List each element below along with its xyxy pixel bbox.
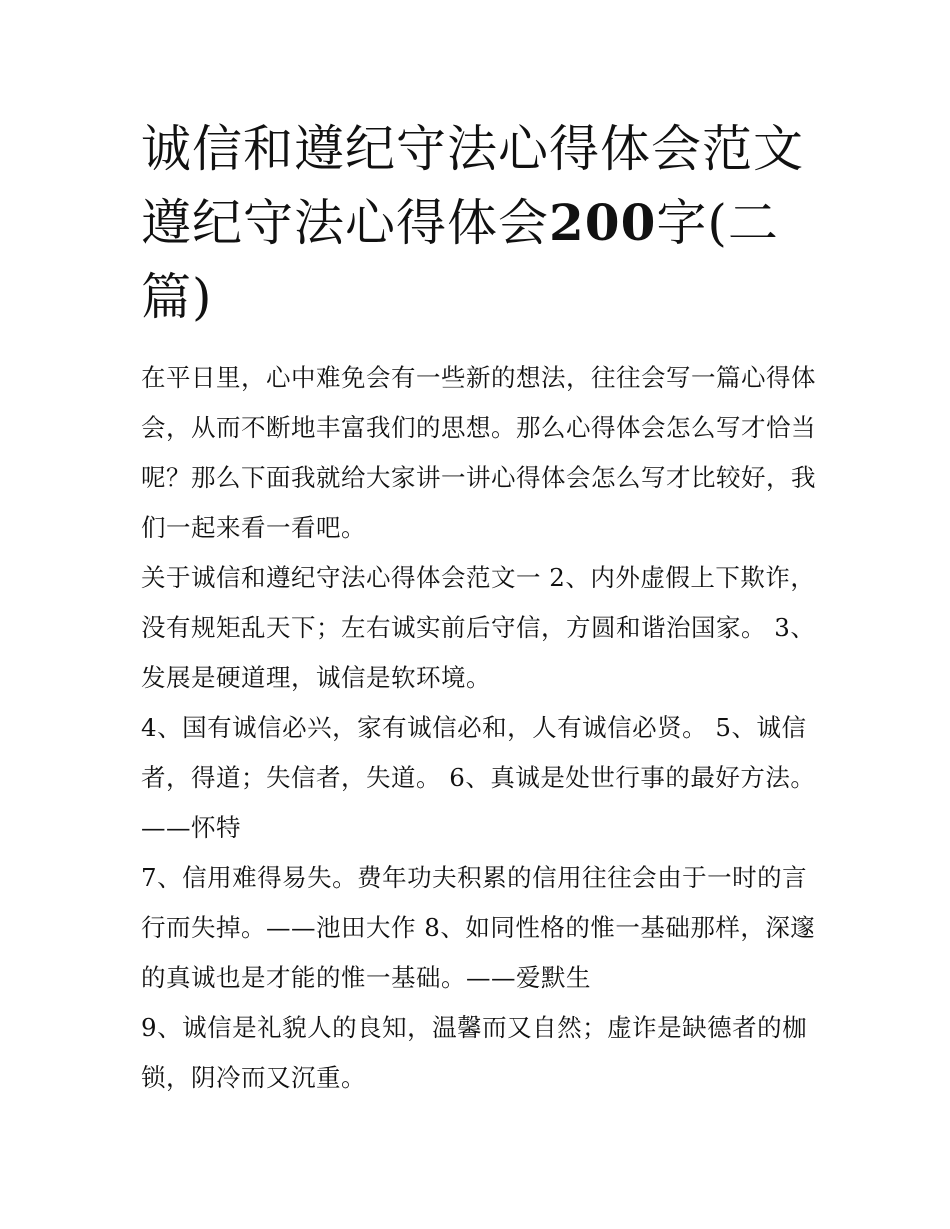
paragraph-quotes-4: 9、诚信是礼貌人的良知，温馨而又自然；虚诈是缺德者的枷锁，阴冷而又沉重。 [141,1013,808,1092]
document-title [141,112,821,334]
paragraph-intro: 在平日里，心中难免会有一些新的想法，往往会写一篇心得体会，从而不断地丰富我们的思想。那么心得体会怎么写才恰当呢？那么下面我就给大家讲一讲心得体会怎么写才比较好，我们一起来看一看吧。 [141,363,816,542]
paragraph-quotes-2: 4、国有诚信必兴，家有诚信必和，人有诚信必贤。 5、诚信者，得道；失信者，失道。 6、真诚是处世行事的最好方法。——怀特 [141,713,816,842]
document-body [141,353,821,1103]
title-number: 200 [549,193,657,252]
paragraph-quotes-1: 关于诚信和遵纪守法心得体会范文一 2、内外虚假上下欺诈，没有规矩乱天下；左右诚实前后守信，方圆和谐治国家。 3、发展是硬道理，诚信是软环境。 [141,563,816,692]
title-text-part2: 字(二篇) [141,194,779,326]
paragraph-quotes-3: 7、信用难得易失。费年功夫积累的信用往往会由于一时的言行而失掉。——池田大作 8、如同性格的惟一基础那样，深邃的真诚也是才能的惟一基础。——爱默生 [141,863,816,992]
title-text-part1: 诚信和遵纪守法心得体会范文遵纪守法心得体会 [141,120,804,252]
